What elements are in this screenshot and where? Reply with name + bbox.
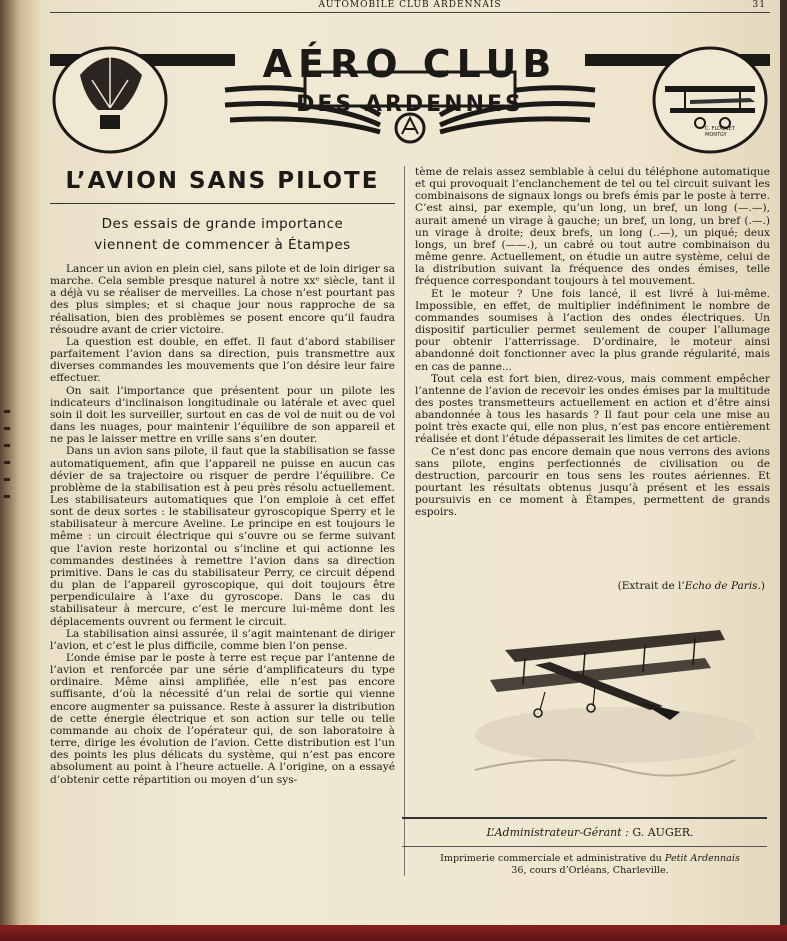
subhead-line-2: viennent de commencer à Étampes	[94, 237, 351, 253]
paragraph: Ce n’est donc pas encore demain que nous verrons des avions sans pilote, engins perfectionnés de civilisation ou de destruction, parcourir en tous sens les routes aériennes. Et pourtant les résultats obtenus jusqu’à présent et les essais poursuivis en ce moment à Étampes, permettent de grands espoirs.	[415, 445, 770, 519]
paragraph: L’onde émise par le poste à terre est reçue par l’antenne de l’avion et renforcée par une série d’amplificateurs du type ordinaire. Même ainsi amplifiée, elle n’est pas encore suffisante, d’où la nécessité d’un relai de sortie qui vienne encore augmenter sa puissance. Reste à assurer la distribution de cette énergie électrique et son action sur telle ou telle commande au choix de l’opérateur qui, de son laboratoire à terre, dirige les évolution de l’avion. Cette distribution est l’un des points les plus délicats du système, qui n’est pas encore absolument au point à l’heure actuelle. A l’origine, on a essayé d’obtenir cette répartition ou moyen d’un sys-	[50, 652, 395, 786]
source-title: Echo de Paris	[684, 580, 758, 592]
admin-label: L’Administrateur-Gérant :	[486, 826, 629, 839]
paragraph: Dans un avion sans pilote, il faut que la stabilisation se fasse automatiquement, afin que l’appareil ne puisse en aucun cas dévier de sa trajectoire ou risquer de perdre l’équilibre. Ce problème de la stabilisation est à peu près résolu actuellement. Les stabilisateurs automatiques que l’on emploie à cet effet sont de deux sortes : le stabilisateur gyroscopique Sperry et le stabilisateur à mercure Aveline. Le principe en est toujours le même : un circuit électrique qui s’ouvre ou se ferme suivant que l’avion reste horizontal ou s’incline et qui actionne les commandes destinées à remettre l’avion dans sa direction primitive. Dans le cas du stabilisateur Perry, ce circuit dépend du plan de l’appareil gyroscopique, qui doit toujours être perpendiculaire à l’axe du gyroscope. Dans le cas du stabilisateur à mercure, c’est le mercure lui-même dont les déplacements ouvrent ou ferment le circuit.	[50, 445, 395, 628]
imprint-prefix: Imprimerie commerciale et administrative du	[440, 853, 662, 864]
credit-line-1: C. FLOQUET	[705, 126, 735, 132]
spine-marks	[4, 410, 12, 550]
paragraph: Tout cela est fort bien, direz-vous, mais comment empêcher l’antenne de l’avion de recevoir les ondes émises par la multitude des postes transmetteurs actuellement en action et d’être ainsi abandonnée à tous les hasards ? Il faut pour cela une mise au point très exacte qui, elle non plus, n’est pas encore entièrement réalisée et dont l’étude dépasserait les limites de cet article.	[415, 372, 770, 446]
paragraph: Lancer un avion en plein ciel, sans pilote et de loin diriger sa marche. Cela semble presque naturel à notre xxᵉ siècle, tant il a déjà vu se réaliser de merveilles. La chose n’est pourtant pas des plus simples; et si chaque jour nous rapproche de sa réalisation, bien des problèmes se posent encore qu’il faudra résoudre avant de crier victoire.	[50, 263, 395, 336]
imprint-rule	[402, 846, 767, 847]
paragraph: Et le moteur ? Une fois lancé, il est livré à lui-même. Impossible, en effet, de multiplier indéfiniment le nombre de commandes soumises à l’action des ondes électriques. Un dispositif particulier permet seulement de couper l’allumage pour obtenir l’atterrissage. D’ordinaire, le moteur ainsi abandonné doit fonctionner avec la plus grande régularité, mais en cas de panne...	[415, 287, 770, 373]
book-spine	[0, 0, 44, 941]
footer-rule	[402, 817, 767, 819]
paragraph: On sait l’importance que présentent pour un pilote les indicateurs d’inclinaison longitudinale ou latérale et avec quel soin il doit les surveiller, surtout en cas de vol de nuit ou de vol dans les nuages, pour maintenir l’équilibre de son appareil et ne pas le laisser mettre en vrille sans s’en douter.	[50, 384, 395, 446]
running-head-title: AUTOMOBILE CLUB ARDENNAIS	[318, 0, 502, 10]
credit-line-2: MONTGY	[705, 132, 727, 138]
aero-club-banner	[50, 20, 770, 160]
article-subhead	[50, 214, 395, 256]
source-suffix: .)	[757, 580, 765, 592]
magazine-page	[40, 0, 780, 925]
banner-subtitle: DES ARDENNES	[296, 92, 524, 117]
illustrator-credit	[705, 126, 735, 138]
paragraph: tème de relais assez semblable à celui du téléphone automatique et qui provoquait l’enclanchement de tel ou tel circuit suivant les combinaisons de signaux longs ou brefs émis par le poste à terre. C’est ainsi, par exemple, qu’un long, un bref, un long (—.—), aurait amené un virage à gauche; un bref, un long, un bref (.—.) un virage à droite; deux brefs, un long (..—), un piqué; deux longs, un bref (——.), un cabré ou tout autre combinaison du même genre. Actuellement, on étudie un autre système, celui de la distribution suivant la fréquence des ondes émises, telle fréquence correspondant toujours à tel mouvement.	[415, 166, 770, 288]
page-number: 31	[752, 0, 766, 10]
subhead-line-1: Des essais de grande importance	[101, 216, 344, 232]
binding-edge	[0, 925, 787, 941]
banner-artwork	[50, 20, 770, 160]
imprint-paper: Petit Ardennais	[664, 853, 740, 864]
paragraph: La stabilisation ainsi assurée, il s’agit maintenant de diriger l’avion, et c’est le plus difficile, comme bien l’on pense.	[50, 627, 395, 652]
article-column-left	[50, 263, 395, 786]
headline-divider	[50, 203, 395, 204]
paragraph: La question est double, en effet. Il faut d’abord stabiliser parfaitement l’avion dans sa direction, puis transmettre aux diverses commandes les mouvements que l’on désire leur faire effectuer.	[50, 335, 395, 385]
article-headline: L’AVION SANS PILOTE	[65, 168, 380, 194]
biplane-illustration	[435, 610, 760, 795]
column-divider	[404, 166, 405, 876]
source-attribution	[415, 580, 765, 592]
admin-name: G. AUGER.	[632, 826, 694, 839]
banner-title: AÉRO CLUB	[262, 42, 558, 86]
source-prefix: (Extrait de l’	[617, 580, 685, 592]
imprint-address: 36, cours d’Orléans, Charleville.	[511, 865, 669, 876]
administrator-line	[415, 826, 765, 839]
printer-imprint	[410, 853, 770, 877]
running-head	[50, 0, 770, 13]
article-column-right	[415, 166, 770, 519]
